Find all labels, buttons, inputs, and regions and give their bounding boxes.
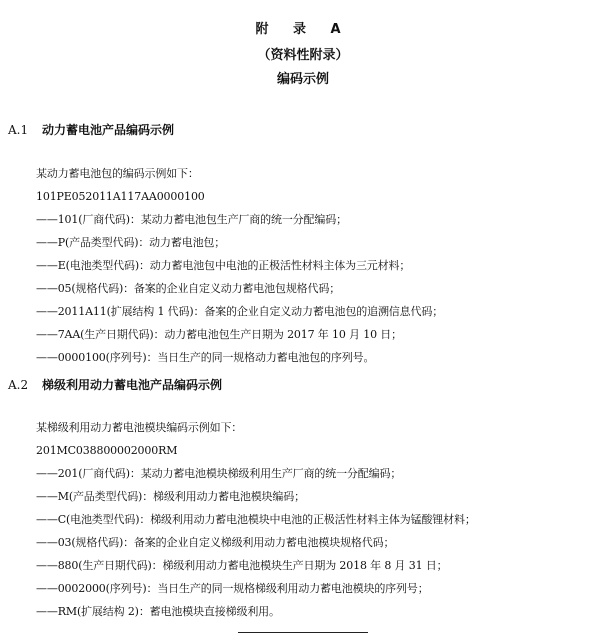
list-item: ——P(产品类型代码)：动力蓄电池包； — [36, 236, 226, 249]
section-number: A.1 — [8, 123, 29, 137]
list-item: ——03(规格代码)：备案的企业自定义梯级利用动力蓄电池模块规格代码； — [36, 536, 395, 549]
footer-divider — [238, 632, 368, 633]
appendix-name: 编码示例 — [276, 72, 329, 87]
list-item: ——0002000(序列号)：当日生产的同一规格梯级利用动力蓄电池模块的序列号； — [36, 582, 429, 595]
section-heading-a2 — [8, 377, 222, 393]
list-item: ——05(规格代码)：备案的企业自定义动力蓄电池包规格代码； — [36, 282, 341, 295]
list-item: ——101(厂商代码)：某动力蓄电池包生产厂商的统一分配编码； — [36, 213, 347, 226]
list-item: ——RM(扩展结构 2)：蓄电池模块直接梯级利用。 — [36, 605, 280, 618]
appendix-subtitle: （资料性附录） — [257, 48, 349, 63]
list-item: ——E(电池类型代码)：动力蓄电池包中电池的正极活性材料主体为三元材料； — [36, 259, 411, 272]
appendix-title: 附 录 A — [255, 22, 351, 37]
list-item: ——0000100(序列号)：当日生产的同一规格动力蓄电池包的序列号。 — [36, 351, 375, 364]
list-item: ——M(产品类型代码)：梯级利用动力蓄电池模块编码； — [36, 490, 305, 503]
paragraph-line: 某梯级利用动力蓄电池模块编码示例如下： — [36, 421, 243, 434]
list-item: ——7AA(生产日期代码)：动力蓄电池包生产日期为 2017 年 10 月 10 日； — [36, 328, 402, 341]
list-item: ——880(生产日期代码)：梯级利用动力蓄电池模块生产日期为 2018 年 8 月 31 日； — [36, 559, 448, 572]
list-item: ——201(厂商代码)：某动力蓄电池模块梯级利用生产厂商的统一分配编码； — [36, 467, 402, 480]
paragraph-line: 101PE052011A117AA0000100 — [36, 190, 205, 203]
paragraph-line: 某动力蓄电池包的编码示例如下： — [36, 167, 199, 180]
list-item: ——C(电池类型代码)：梯级利用动力蓄电池模块中电池的正极活性材料主体为锰酸锂材料； — [36, 513, 476, 526]
list-item: ——2011A11(扩展结构 1 代码)：备案的企业自定义动力蓄电池包的追溯信息代码； — [36, 305, 444, 318]
section-title: 梯级利用动力蓄电池产品编码示例 — [42, 378, 223, 392]
paragraph-line: 201MC038800002000RM — [36, 444, 178, 457]
section-number: A.2 — [8, 378, 29, 392]
section-heading-a1 — [8, 122, 174, 138]
section-title: 动力蓄电池产品编码示例 — [42, 123, 175, 137]
